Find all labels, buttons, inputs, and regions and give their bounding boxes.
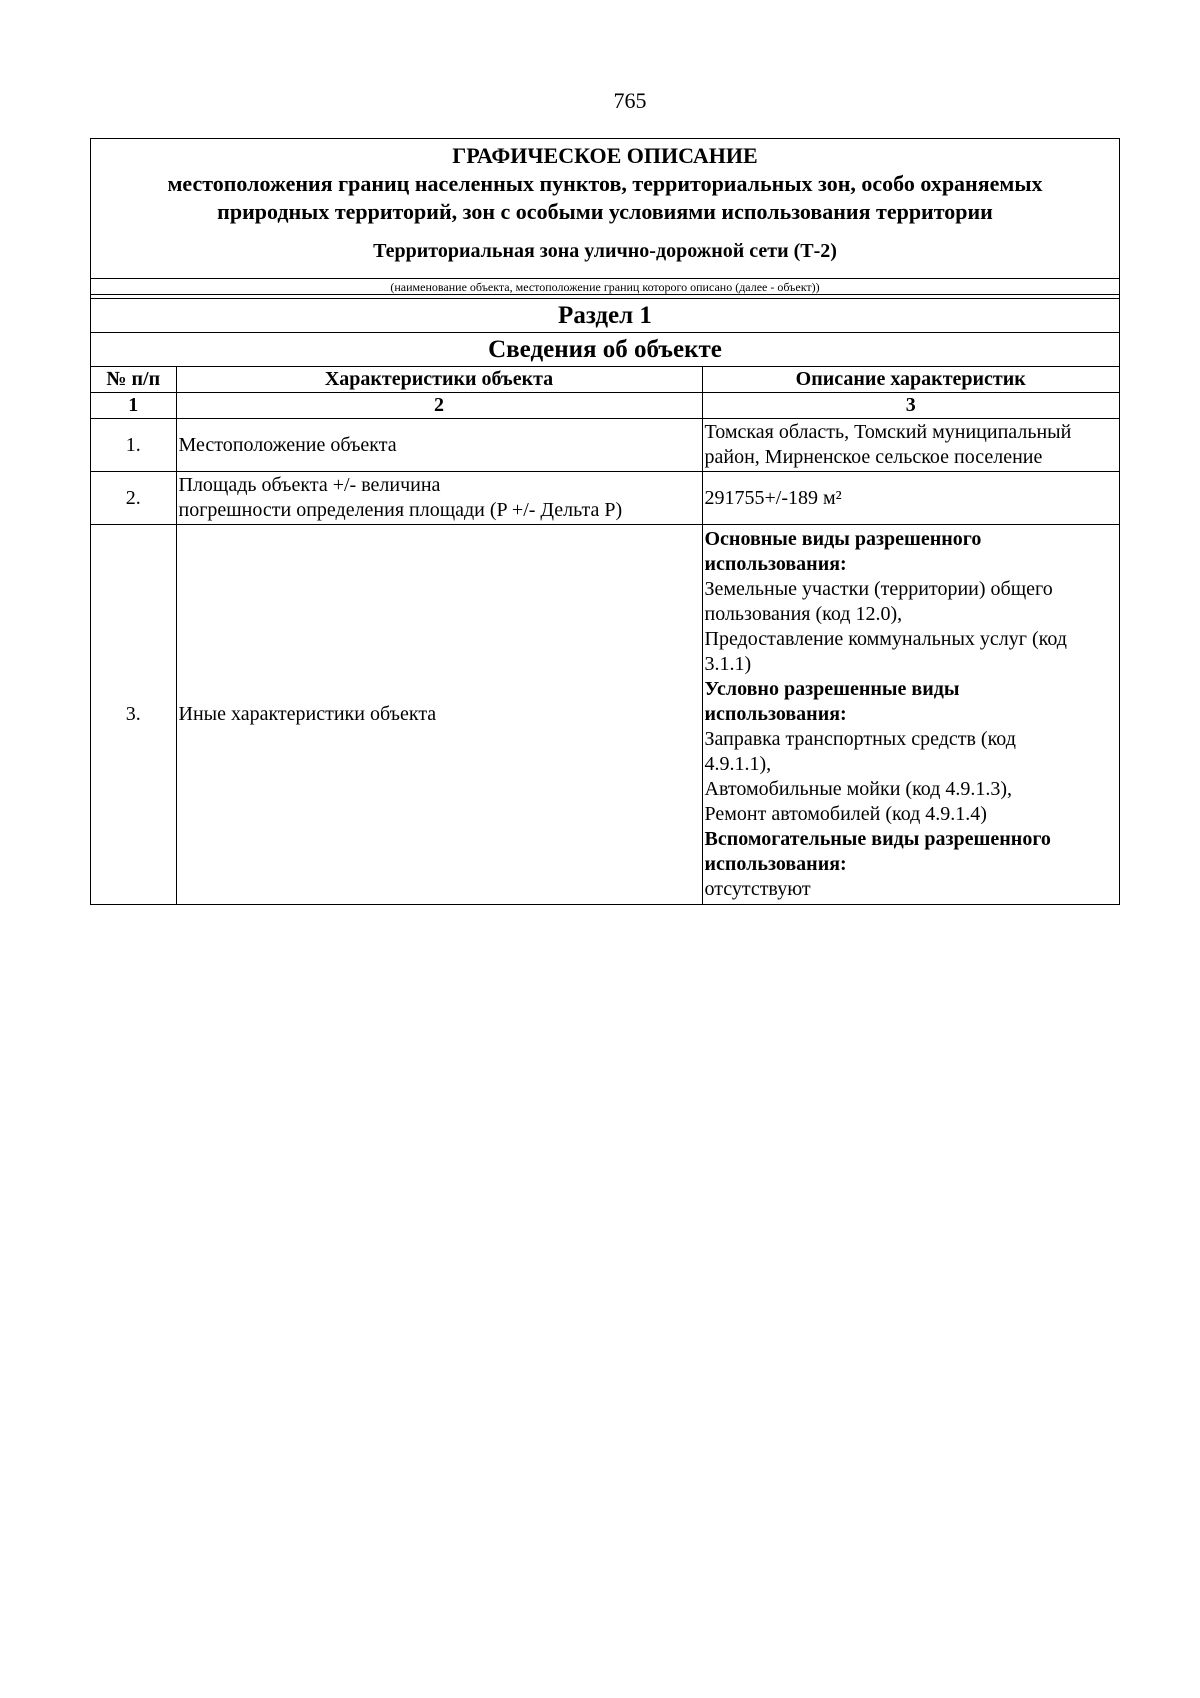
document-header [91, 139, 1119, 278]
section-subtitle: Сведения об объекте [91, 332, 1119, 366]
conditional-uses-heading: использования: [704, 703, 847, 725]
table-header-row [91, 367, 1119, 393]
conditional-use-line: Автомобильные мойки (код 4.9.1.3), [704, 778, 1013, 800]
row-characteristic: Местоположение объекта [176, 419, 702, 472]
row-description [702, 419, 1119, 472]
row-description: 291755+/-189 м² [702, 472, 1119, 525]
document-subtitle-line-1: местоположения границ населенных пунктов, территориальных зон, особо охраняемых [167, 171, 1043, 196]
description-line: район, Мирненское сельское поселение [704, 446, 1043, 468]
main-uses-heading: использования: [704, 553, 847, 575]
object-info-table [91, 366, 1119, 904]
row-characteristic: Иные характеристики объекта [176, 525, 702, 905]
table-row [91, 472, 1119, 525]
column-header-description: Описание характеристик [702, 367, 1119, 393]
main-uses-heading: Основные виды разрешенного [704, 528, 982, 550]
row-characteristic [176, 472, 702, 525]
row-number: 3. [91, 525, 176, 905]
row-number: 2. [91, 472, 176, 525]
table-row [91, 525, 1119, 905]
auxiliary-uses-heading: использования: [704, 853, 847, 875]
conditional-use-line: Ремонт автомобилей (код 4.9.1.4) [704, 803, 987, 825]
main-use-line: 3.1.1) [704, 653, 752, 675]
document-subtitle-line-2: природных территорий, зон с особыми условиями использования территории [217, 199, 993, 224]
characteristic-line: погрешности определения площади (P +/- Дельта P) [178, 499, 623, 521]
auxiliary-uses-heading: Вспомогательные виды разрешенного [704, 828, 1051, 850]
column-header-characteristic: Характеристики объекта [176, 367, 702, 393]
main-use-line: пользования (код 12.0), [704, 603, 903, 625]
conditional-use-line: 4.9.1.1), [704, 753, 772, 775]
object-name-caption: (наименование объекта, местоположение границ которого описано (далее - объект)) [91, 278, 1119, 295]
document-title: ГРАФИЧЕСКОЕ ОПИСАНИЕ [452, 143, 758, 168]
main-use-line: Земельные участки (территории) общего [704, 578, 1053, 600]
description-line: Томская область, Томский муниципальный [704, 421, 1072, 443]
column-number-2: 2 [176, 393, 702, 419]
column-header-number: № п/п [91, 367, 176, 393]
main-use-line: Предоставление коммунальных услуг (код [704, 628, 1067, 650]
characteristic-line: Площадь объекта +/- величина [178, 474, 441, 496]
table-row [91, 419, 1119, 472]
section-title: Раздел 1 [91, 298, 1119, 332]
page-number: 765 [613, 88, 647, 113]
conditional-uses-heading: Условно разрешенные виды [704, 678, 960, 700]
column-number-row [91, 393, 1119, 419]
auxiliary-use-line: отсутствуют [704, 878, 811, 900]
object-name: Территориальная зона улично-дорожной сети (Т-2) [373, 240, 837, 262]
conditional-use-line: Заправка транспортных средств (код [704, 728, 1016, 750]
column-number-1: 1 [91, 393, 176, 419]
row-description [702, 525, 1119, 905]
document-form [90, 138, 1120, 905]
column-number-3: 3 [702, 393, 1119, 419]
row-number: 1. [91, 419, 176, 472]
